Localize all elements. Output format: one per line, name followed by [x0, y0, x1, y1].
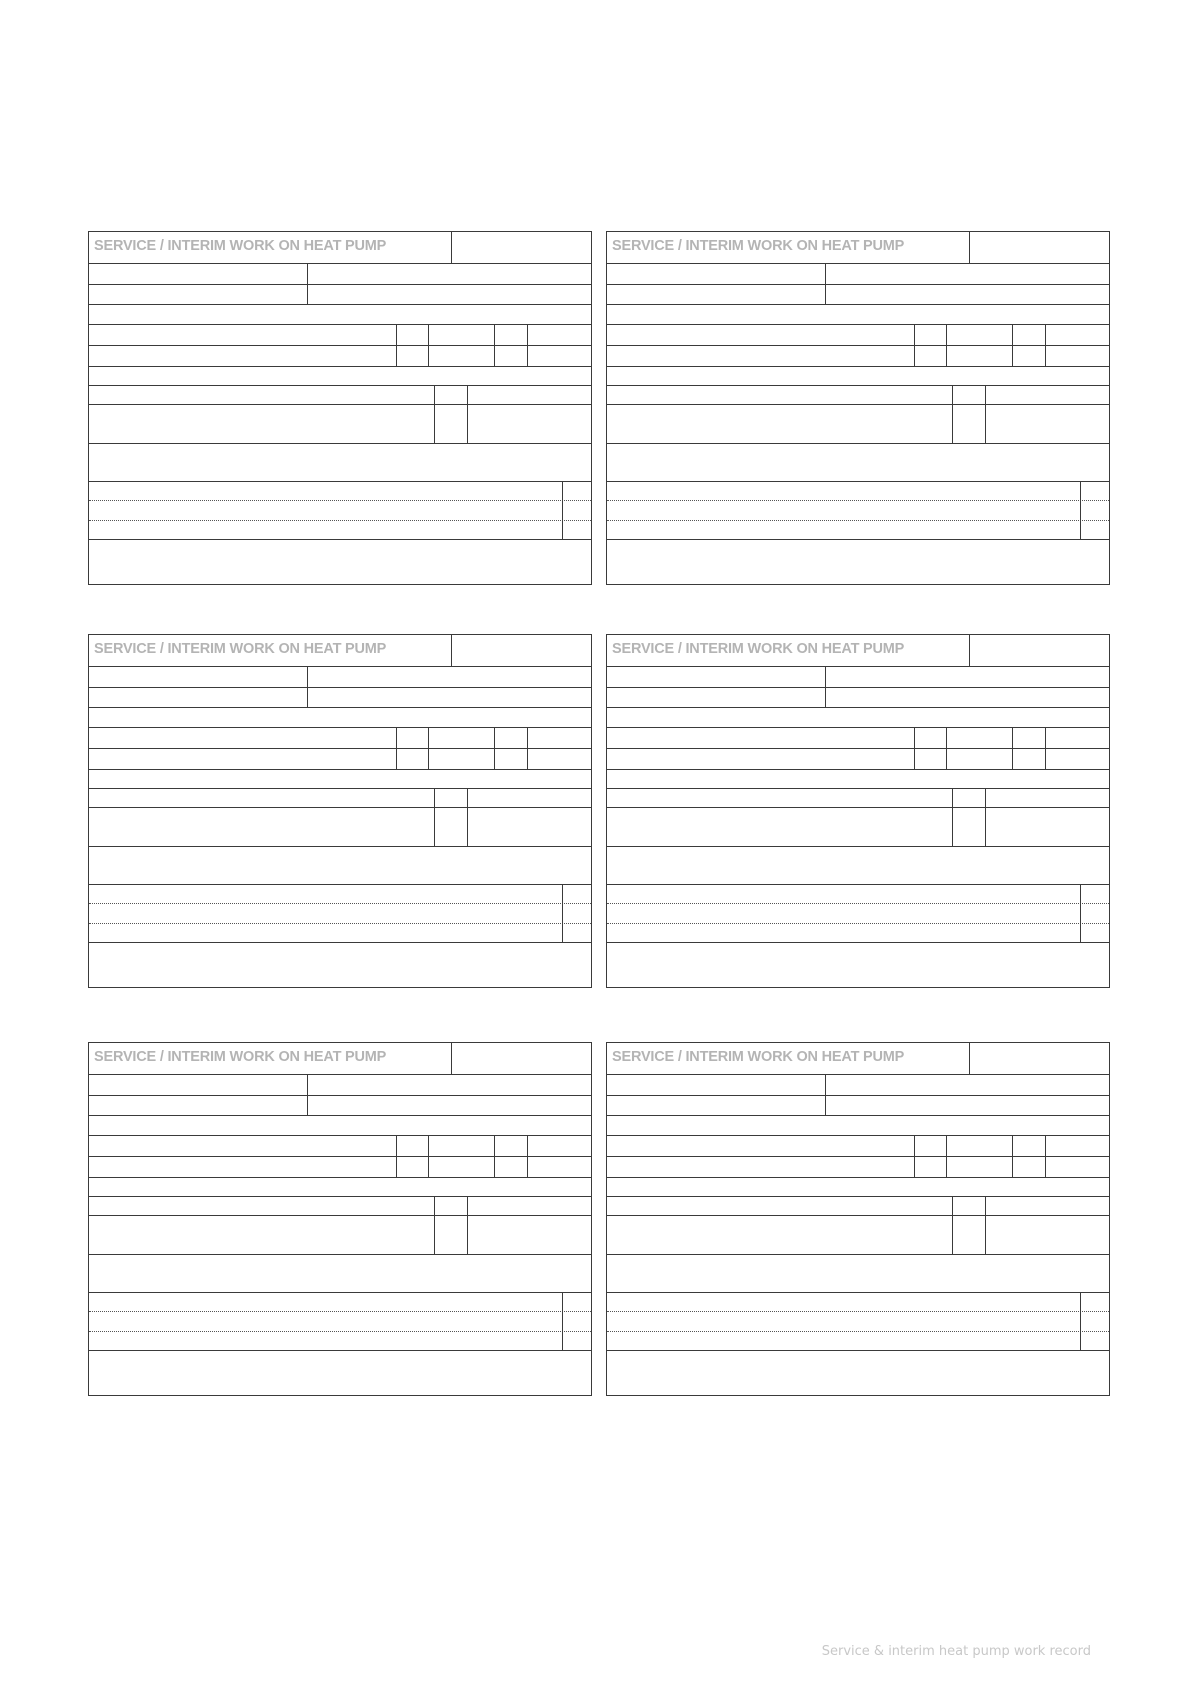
form-rule [89, 304, 591, 305]
form-divider [451, 1043, 452, 1074]
form-divider [969, 1043, 970, 1074]
form-rule [607, 324, 1109, 325]
form-rule [607, 481, 1109, 482]
form-rule [607, 1196, 1109, 1197]
form-divider [946, 1135, 947, 1177]
form-divider [946, 727, 947, 769]
form-rule [607, 1135, 1109, 1136]
writing-line [89, 1331, 591, 1332]
form-divider [494, 727, 495, 769]
form-rule [607, 443, 1109, 444]
form-divider [1012, 324, 1013, 366]
form-divider [434, 385, 435, 443]
form-rule [607, 666, 1109, 667]
form-rule [607, 1074, 1109, 1075]
form-divider [952, 788, 953, 846]
form-divider [434, 1196, 435, 1254]
card-title: SERVICE / INTERIM WORK ON HEAT PUMP [94, 1049, 387, 1065]
form-rule [607, 1215, 1109, 1216]
form-divider [494, 1135, 495, 1177]
form-divider [307, 1074, 308, 1115]
form-divider [562, 884, 563, 942]
form-rule [607, 846, 1109, 847]
form-divider [1045, 324, 1046, 366]
form-divider [952, 385, 953, 443]
form-rule [607, 788, 1109, 789]
form-rule [607, 385, 1109, 386]
form-divider [1012, 727, 1013, 769]
form-rule [607, 404, 1109, 405]
form-divider [428, 1135, 429, 1177]
form-divider [307, 263, 308, 304]
form-rule [607, 263, 1109, 264]
service-record-card [606, 634, 1110, 988]
form-divider [985, 1196, 986, 1254]
form-rule [89, 263, 591, 264]
writing-line [89, 1311, 591, 1312]
form-divider [946, 324, 947, 366]
form-divider [527, 1135, 528, 1177]
form-rule [89, 942, 591, 943]
form-rule [89, 807, 591, 808]
form-divider [396, 324, 397, 366]
form-rule [89, 1115, 591, 1116]
form-divider [1045, 727, 1046, 769]
form-rule [607, 769, 1109, 770]
form-rule [607, 284, 1109, 285]
form-rule [607, 687, 1109, 688]
page-footer: Service & interim heat pump work record [821, 1644, 1091, 1659]
form-divider [396, 727, 397, 769]
form-divider [562, 481, 563, 539]
form-divider [952, 1196, 953, 1254]
card-title: SERVICE / INTERIM WORK ON HEAT PUMP [612, 641, 905, 657]
form-rule [89, 481, 591, 482]
form-divider [467, 788, 468, 846]
form-rule [607, 1177, 1109, 1178]
form-rule [89, 324, 591, 325]
form-divider [562, 1292, 563, 1350]
form-divider [451, 232, 452, 263]
form-rule [607, 304, 1109, 305]
form-rule [89, 443, 591, 444]
form-rule [89, 788, 591, 789]
form-rule [607, 942, 1109, 943]
service-record-card [88, 634, 592, 988]
writing-line [89, 500, 591, 501]
form-divider [914, 727, 915, 769]
form-divider [428, 727, 429, 769]
form-divider [494, 324, 495, 366]
form-divider [1012, 1135, 1013, 1177]
form-divider [914, 1135, 915, 1177]
form-rule [89, 687, 591, 688]
writing-line [607, 500, 1109, 501]
writing-line [89, 520, 591, 521]
form-divider [1080, 1292, 1081, 1350]
form-divider [527, 324, 528, 366]
form-rule [89, 1215, 591, 1216]
form-divider [825, 1074, 826, 1115]
form-divider [969, 232, 970, 263]
form-rule [89, 385, 591, 386]
service-record-card [606, 1042, 1110, 1396]
form-rule [607, 1095, 1109, 1096]
form-rule [89, 539, 591, 540]
form-divider [1045, 1135, 1046, 1177]
form-divider [396, 1135, 397, 1177]
form-rule [89, 1177, 591, 1178]
service-record-card [88, 1042, 592, 1396]
form-rule [89, 1196, 591, 1197]
form-rule [89, 284, 591, 285]
form-rule [89, 727, 591, 728]
form-rule [607, 1115, 1109, 1116]
form-rule [89, 1350, 591, 1351]
form-rule [607, 345, 1109, 346]
form-rule [607, 1254, 1109, 1255]
form-rule [607, 1292, 1109, 1293]
form-divider [1080, 481, 1081, 539]
card-title: SERVICE / INTERIM WORK ON HEAT PUMP [612, 1049, 905, 1065]
card-title: SERVICE / INTERIM WORK ON HEAT PUMP [612, 238, 905, 254]
form-rule [607, 748, 1109, 749]
form-rule [89, 1095, 591, 1096]
writing-line [607, 903, 1109, 904]
writing-line [607, 1311, 1109, 1312]
form-divider [969, 635, 970, 666]
form-rule [89, 1074, 591, 1075]
card-title: SERVICE / INTERIM WORK ON HEAT PUMP [94, 238, 387, 254]
form-divider [825, 263, 826, 304]
form-rule [607, 807, 1109, 808]
form-rule [607, 1156, 1109, 1157]
form-divider [467, 385, 468, 443]
form-rule [89, 1254, 591, 1255]
form-rule [89, 1292, 591, 1293]
form-rule [89, 748, 591, 749]
form-rule [89, 1135, 591, 1136]
form-divider [914, 324, 915, 366]
form-divider [1080, 884, 1081, 942]
form-divider [434, 788, 435, 846]
form-rule [89, 366, 591, 367]
form-divider [307, 666, 308, 707]
form-rule [89, 1156, 591, 1157]
form-divider [451, 635, 452, 666]
form-rule [607, 727, 1109, 728]
writing-line [89, 923, 591, 924]
form-rule [89, 769, 591, 770]
service-record-card [88, 231, 592, 585]
form-divider [467, 1196, 468, 1254]
form-rule [89, 846, 591, 847]
form-divider [428, 324, 429, 366]
form-rule [607, 1350, 1109, 1351]
card-title: SERVICE / INTERIM WORK ON HEAT PUMP [94, 641, 387, 657]
form-rule [89, 345, 591, 346]
form-divider [985, 385, 986, 443]
form-rule [89, 666, 591, 667]
form-divider [985, 788, 986, 846]
form-rule [607, 884, 1109, 885]
form-rule [89, 404, 591, 405]
form-rule [607, 707, 1109, 708]
form-rule [607, 366, 1109, 367]
form-divider [527, 727, 528, 769]
writing-line [607, 520, 1109, 521]
writing-line [607, 923, 1109, 924]
writing-line [89, 903, 591, 904]
form-rule [607, 539, 1109, 540]
form-rule [89, 884, 591, 885]
form-rule [89, 707, 591, 708]
form-divider [825, 666, 826, 707]
service-record-card [606, 231, 1110, 585]
writing-line [607, 1331, 1109, 1332]
